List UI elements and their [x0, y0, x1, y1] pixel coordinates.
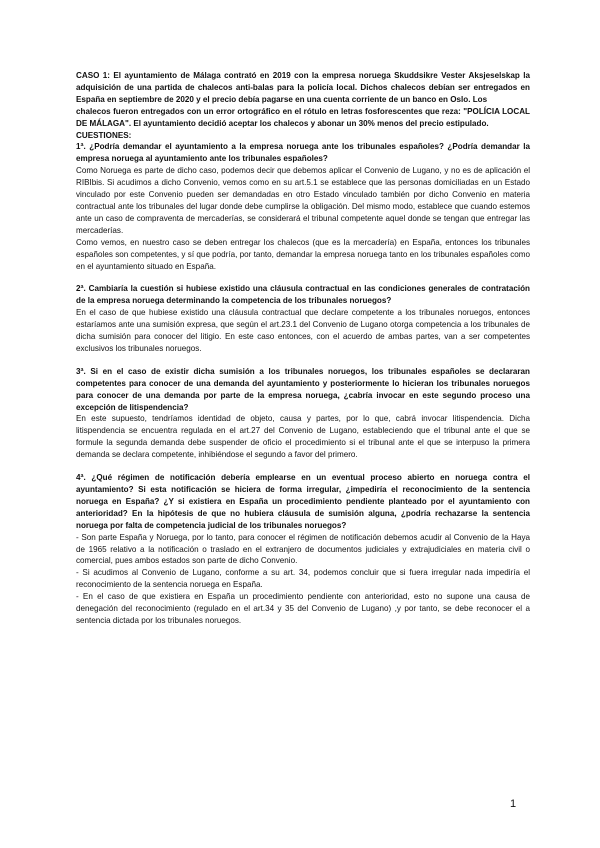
case-statement-continued: chalecos fueron entregados con un error ortográfico en el rótulo en letras fosforescentes que reza: "POLÍCIA LOCAL DE MÁLAGA". El ayuntamiento decidió aceptar los chalecos y abonar un 30% menos del precio estipulado. [76, 106, 530, 128]
question-3: 3ª. Si en el caso de existir dicha sumisión a los tribunales noruegos, los tribunales españoles se declararan competentes para conocer de una demanda del ayuntamiento y posteriormente lo hicieran los tribunales noruegos para conocer de una demanda por parte de la empresa noruega, ¿cabría invocar en este segundo proceso una excepción de litispendencia? [76, 366, 530, 412]
document-page [76, 70, 530, 627]
answer-3: En este supuesto, tendríamos identidad de objeto, causa y partes, por lo que, cabrá invocar litispendencia. Dicha litispendencia se encuentra regulada en el art.27 del Convenio de Lugano, estableciendo que el tribunal ante el que se formule la segunda demanda debe suspender de oficio el procedimiento si el tribunal ante el que se interpuso la primera demanda se declara competente, inhibiéndose el segundo a favor del primero. [76, 414, 530, 460]
answer-1-paragraph-1: Como Noruega es parte de dicho caso, podemos decir que debemos aplicar el Convenio de Lugano, y no es de aplicación el RIBIbis. Si acudimos a dicho Convenio, vemos como en su art.5.1 se establece que las personas domiciliadas en un Estado vinculado por este Convenio pueden ser demandadas en otro Estado vinculado también por dicho Convenio en materia contractual ante los tribunales del lugar donde debe cumplirse la obligación. Del mismo modo, establece que cuando estemos ante un caso de compraventa de mercaderías, se considerará el tribunal competente aquel donde se tengan que entregar las mercaderías. [76, 166, 530, 235]
answer-4-paragraph-3: - En el caso de que existiera en España un procedimiento pendiente con anterioridad, esto no supone una causa de denegación del reconocimiento (regulado en el art.34 y 35 del Convenio de Lugano) ,y por tanto, se debe reconocer el a sentencia dictada por los tribunales noruegos. [76, 592, 530, 625]
page-number: 1 [510, 798, 517, 810]
answer-1-paragraph-2: Como vemos, en nuestro caso se deben entregar los chalecos (que es la mercadería) en España, entonces los tribunales españoles son competentes, y sí que podría, por tanto, demandar la empresa noruega tanto en los tribunales españoles como en el ayuntamiento situado en España. [76, 237, 530, 271]
question-1: 1ª. ¿Podría demandar el ayuntamiento a la empresa noruega ante los tribunales españoles? ¿Podría demandar la empresa noruega al ayuntamiento ante los tribunales españoles? [76, 142, 530, 164]
answer-2: En el caso de que hubiese existido una cláusula contractual que declare competente a los tribunales noruegos, entonces estaríamos ante una sumisión expresa, que según el art.23.1 del Convenio de Lugano otorga competencia a los tribunales de dicha sumisión para conocer del litigio. En este caso entonces, con el acuerdo de ambas partes, van a ser competentes exclusivos los tribunales noruegos. [76, 308, 530, 353]
case-statement: CASO 1: El ayuntamiento de Málaga contrató en 2019 con la empresa noruega Skuddsikre Vester Aksjeselskap la adquisición de una partida de chalecos anti-balas para la policía local. Dichos chalecos debían ser entregados en España en septiembre de 2020 y el precio debía pagarse en una cuenta corriente de un banco en Oslo. Los [76, 71, 530, 104]
question-4: 4ª. ¿Qué régimen de notificación debería emplearse en un eventual proceso abierto en noruega contra el ayuntamiento? Si esta notificación se hiciera de forma irregular, ¿impediría el reconocimiento de la sentencia noruega en España? ¿Y si existiera en España un procedimiento pendiente planteado por el ayuntamiento con anterioridad? En la hipótesis de que no hubiera cláusula de sumisión alguna, ¿podría rechazarse la sentencia noruega por falta de competencia judicial de los tribunales noruegos? [76, 473, 530, 530]
answer-4-paragraph-2: - Si acudimos al Convenio de Lugano, conforme a su art. 34, podemos concluir que si fuera irregular nada impediría el reconocimiento de la sentencia noruega en España. [76, 568, 530, 590]
answer-4-paragraph-1: - Son parte España y Noruega, por lo tanto, para conocer el régimen de notificación debemos acudir al Convenio de la Haya de 1965 relativo a la notificación o traslado en el extranjero de documentos judiciales y extrajudiciales en materia civil o comercial, pues ambos estados son parte de dicho Convenio. [76, 532, 530, 566]
questions-heading: CUESTIONES: [76, 130, 132, 140]
question-2: 2ª. Cambiaría la cuestión si hubiese existido una cláusula contractual en las condiciones generales de contratación de la empresa noruega determinando la competencia de los tribunales noruegos? [76, 284, 530, 306]
